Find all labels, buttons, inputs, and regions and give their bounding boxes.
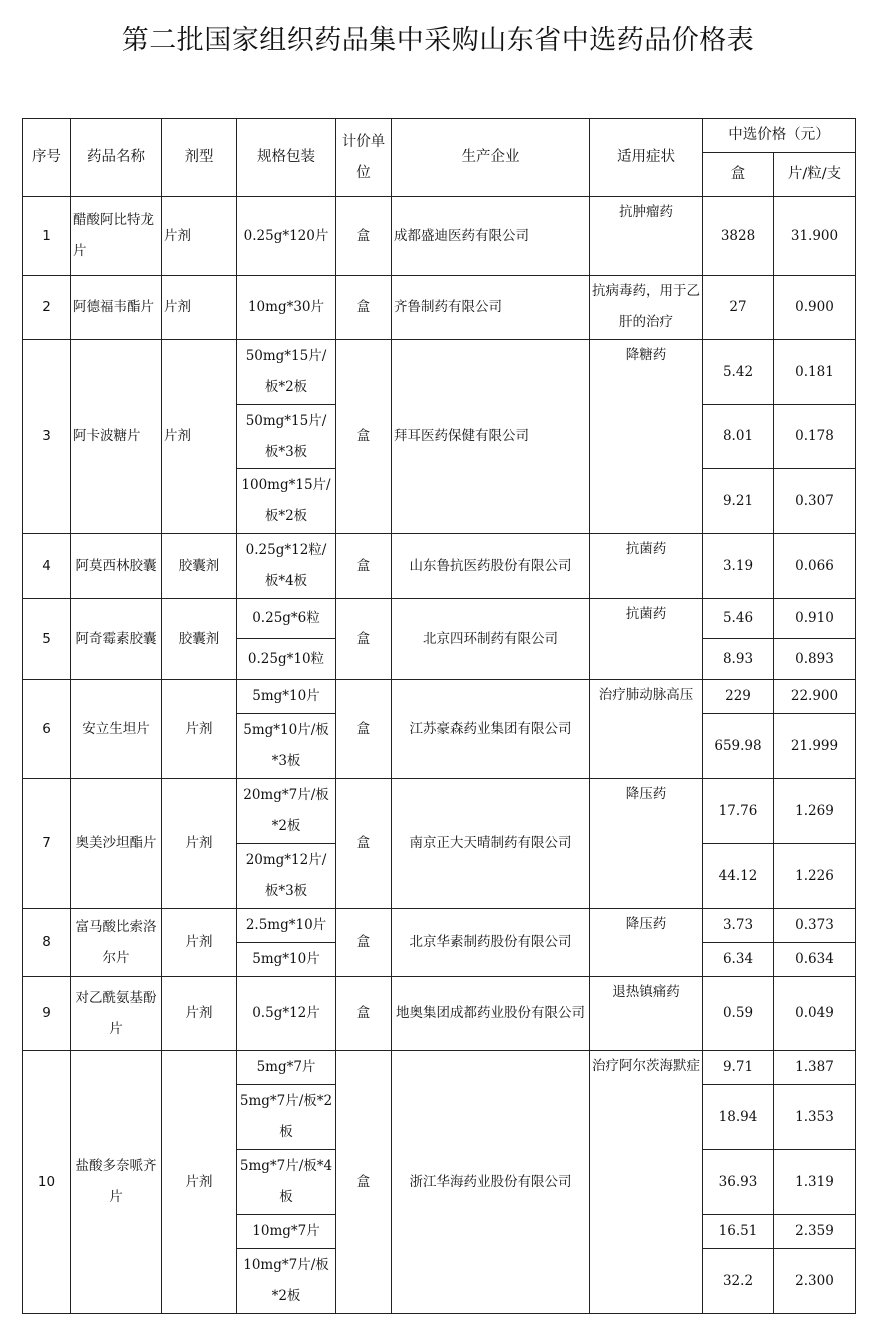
- row-price-box: 8.93: [703, 639, 774, 680]
- row-spec: 5mg*10片: [237, 680, 336, 714]
- row-price-piece: 0.900: [774, 276, 856, 340]
- table-row: [23, 276, 856, 340]
- table-row: [23, 909, 856, 943]
- row-unit: 盒: [336, 909, 392, 977]
- table-row: [23, 680, 856, 714]
- row-seq: 10: [23, 1051, 71, 1314]
- table-row: [23, 340, 856, 405]
- row-price-box: 229: [703, 680, 774, 714]
- row-price-piece: 0.893: [774, 639, 856, 680]
- row-price-box: 36.93: [703, 1150, 774, 1215]
- row-price-box: 9.21: [703, 469, 774, 534]
- row-price-piece: 1.269: [774, 779, 856, 844]
- row-unit: 盒: [336, 276, 392, 340]
- row-drug-name: 安立生坦片: [71, 680, 162, 779]
- row-price-piece: 31.900: [774, 197, 856, 276]
- row-unit: 盒: [336, 534, 392, 599]
- header-name: 药品名称: [71, 119, 162, 197]
- row-price-piece: 1.353: [774, 1085, 856, 1150]
- row-seq: 4: [23, 534, 71, 599]
- row-drug-name: 盐酸多奈哌齐片: [71, 1051, 162, 1314]
- row-unit: 盒: [336, 197, 392, 276]
- row-price-piece: 22.900: [774, 680, 856, 714]
- row-spec: 10mg*30片: [237, 276, 336, 340]
- row-spec: 20mg*7片/板*2板: [237, 779, 336, 844]
- row-manufacturer: 地奥集团成都药业股份有限公司: [392, 977, 590, 1051]
- table-row: [23, 599, 856, 639]
- price-table: [22, 118, 856, 1314]
- row-spec: 50mg*15片/板*2板: [237, 340, 336, 405]
- row-unit: 盒: [336, 680, 392, 779]
- header-indication: 适用症状: [590, 119, 703, 197]
- row-price-box: 3.73: [703, 909, 774, 943]
- row-seq: 5: [23, 599, 71, 680]
- row-dosage-form: 片剂: [162, 1051, 237, 1314]
- header-price-piece: 片/粒/支: [774, 153, 856, 197]
- row-dosage-form: 片剂: [162, 197, 237, 276]
- row-dosage-form: 胶囊剂: [162, 599, 237, 680]
- table-body: [23, 197, 856, 1314]
- row-indication: 抗菌药: [590, 534, 703, 599]
- row-price-piece: 0.178: [774, 405, 856, 469]
- row-drug-name: 对乙酰氨基酚片: [71, 977, 162, 1051]
- row-spec: 5mg*7片: [237, 1051, 336, 1085]
- row-price-box: 18.94: [703, 1085, 774, 1150]
- row-manufacturer: 北京四环制药有限公司: [392, 599, 590, 680]
- row-drug-name: 阿德福韦酯片: [71, 276, 162, 340]
- row-price-box: 3828: [703, 197, 774, 276]
- row-indication: 抗肿瘤药: [590, 197, 703, 276]
- row-price-piece: 21.999: [774, 714, 856, 779]
- header-form: 剂型: [162, 119, 237, 197]
- row-price-piece: 0.910: [774, 599, 856, 639]
- row-spec: 2.5mg*10片: [237, 909, 336, 943]
- row-price-box: 44.12: [703, 844, 774, 909]
- row-spec: 10mg*7片/板*2板: [237, 1249, 336, 1314]
- row-price-piece: 1.319: [774, 1150, 856, 1215]
- row-seq: 8: [23, 909, 71, 977]
- row-spec: 0.25g*120片: [237, 197, 336, 276]
- row-price-box: 5.46: [703, 599, 774, 639]
- row-dosage-form: 片剂: [162, 680, 237, 779]
- row-spec: 20mg*12片/板*3板: [237, 844, 336, 909]
- row-dosage-form: 片剂: [162, 779, 237, 909]
- table-row: [23, 779, 856, 844]
- row-drug-name: 富马酸比索洛尔片: [71, 909, 162, 977]
- row-spec: 5mg*10片: [237, 943, 336, 977]
- row-seq: 6: [23, 680, 71, 779]
- row-price-piece: 0.634: [774, 943, 856, 977]
- row-manufacturer: 山东鲁抗医药股份有限公司: [392, 534, 590, 599]
- table-row: [23, 1051, 856, 1085]
- header-spec: 规格包装: [237, 119, 336, 197]
- row-manufacturer: 江苏豪森药业集团有限公司: [392, 680, 590, 779]
- row-manufacturer: 齐鲁制药有限公司: [392, 276, 590, 340]
- row-drug-name: 醋酸阿比特龙片: [71, 197, 162, 276]
- row-indication: 治疗肺动脉高压: [590, 680, 703, 779]
- row-spec: 0.5g*12片: [237, 977, 336, 1051]
- row-dosage-form: 片剂: [162, 276, 237, 340]
- row-seq: 3: [23, 340, 71, 534]
- row-price-box: 27: [703, 276, 774, 340]
- row-seq: 7: [23, 779, 71, 909]
- row-price-piece: 0.066: [774, 534, 856, 599]
- row-drug-name: 奥美沙坦酯片: [71, 779, 162, 909]
- row-price-box: 9.71: [703, 1051, 774, 1085]
- table-row: [23, 977, 856, 1051]
- row-price-piece: 2.300: [774, 1249, 856, 1314]
- row-spec: 100mg*15片/板*2板: [237, 469, 336, 534]
- row-spec: 0.25g*12粒/板*4板: [237, 534, 336, 599]
- row-indication: 抗菌药: [590, 599, 703, 680]
- row-spec: 5mg*7片/板*2板: [237, 1085, 336, 1150]
- row-spec: 0.25g*10粒: [237, 639, 336, 680]
- row-price-box: 659.98: [703, 714, 774, 779]
- row-seq: 9: [23, 977, 71, 1051]
- row-indication: 降压药: [590, 779, 703, 909]
- row-spec: 0.25g*6粒: [237, 599, 336, 639]
- row-unit: 盒: [336, 340, 392, 534]
- row-spec: 5mg*10片/板*3板: [237, 714, 336, 779]
- row-price-piece: 2.359: [774, 1215, 856, 1249]
- row-indication: 治疗阿尔茨海默症: [590, 1051, 703, 1314]
- row-seq: 1: [23, 197, 71, 276]
- row-drug-name: 阿奇霉素胶囊: [71, 599, 162, 680]
- row-price-box: 17.76: [703, 779, 774, 844]
- row-price-box: 5.42: [703, 340, 774, 405]
- row-price-box: 3.19: [703, 534, 774, 599]
- row-price-box: 8.01: [703, 405, 774, 469]
- row-manufacturer: 浙江华海药业股份有限公司: [392, 1051, 590, 1314]
- row-indication: 退热镇痛药: [590, 977, 703, 1051]
- row-indication: 抗病毒药，用于乙肝的治疗: [590, 276, 703, 340]
- row-price-piece: 1.387: [774, 1051, 856, 1085]
- row-indication: 降压药: [590, 909, 703, 977]
- row-price-box: 32.2: [703, 1249, 774, 1314]
- row-unit: 盒: [336, 977, 392, 1051]
- row-dosage-form: 胶囊剂: [162, 534, 237, 599]
- row-manufacturer: 北京华素制药股份有限公司: [392, 909, 590, 977]
- row-manufacturer: 南京正大天晴制药有限公司: [392, 779, 590, 909]
- row-price-piece: 0.049: [774, 977, 856, 1051]
- table-row: [23, 197, 856, 276]
- row-seq: 2: [23, 276, 71, 340]
- row-manufacturer: 拜耳医药保健有限公司: [392, 340, 590, 534]
- page-title: 第二批国家组织药品集中采购山东省中选药品价格表: [121, 25, 755, 56]
- table-row: [23, 534, 856, 599]
- row-indication: 降糖药: [590, 340, 703, 534]
- row-spec: 50mg*15片/板*3板: [237, 405, 336, 469]
- row-price-piece: 0.373: [774, 909, 856, 943]
- row-price-box: 6.34: [703, 943, 774, 977]
- row-price-piece: 0.181: [774, 340, 856, 405]
- row-drug-name: 阿莫西林胶囊: [71, 534, 162, 599]
- row-price-piece: 1.226: [774, 844, 856, 909]
- header-seq: 序号: [23, 119, 71, 197]
- row-dosage-form: 片剂: [162, 977, 237, 1051]
- row-spec: 10mg*7片: [237, 1215, 336, 1249]
- row-price-box: 0.59: [703, 977, 774, 1051]
- header-price: 中选价格（元）: [703, 119, 856, 153]
- header-price-box: 盒: [703, 153, 774, 197]
- header-unit: 计价单位: [336, 119, 392, 197]
- row-drug-name: 阿卡波糖片: [71, 340, 162, 534]
- row-spec: 5mg*7片/板*4板: [237, 1150, 336, 1215]
- row-price-piece: 0.307: [774, 469, 856, 534]
- row-manufacturer: 成都盛迪医药有限公司: [392, 197, 590, 276]
- row-unit: 盒: [336, 599, 392, 680]
- row-price-box: 16.51: [703, 1215, 774, 1249]
- row-dosage-form: 片剂: [162, 909, 237, 977]
- row-dosage-form: 片剂: [162, 340, 237, 534]
- header-maker: 生产企业: [392, 119, 590, 197]
- row-unit: 盒: [336, 779, 392, 909]
- row-unit: 盒: [336, 1051, 392, 1314]
